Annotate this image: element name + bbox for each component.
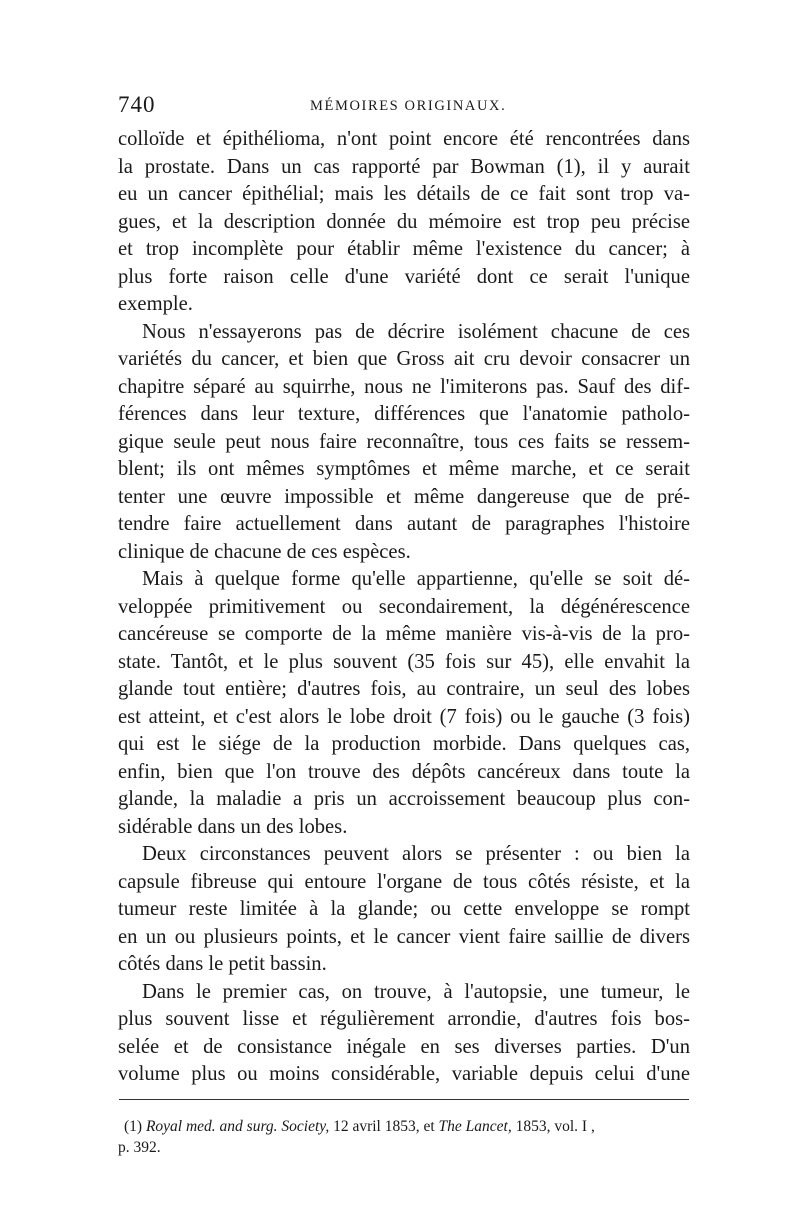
footnote-line-2: p. 392.	[118, 1138, 161, 1156]
footnote-source: Royal med. and surg. Society,	[145, 1117, 330, 1135]
text-line: est atteint, et c'est alors le lobe droit (7 fois) ou le gauche (3 fois)	[118, 705, 690, 728]
text-line: glande tout entière; d'autres fois, au contraire, un seul des lobes	[118, 678, 690, 700]
footnote-rule	[119, 1099, 689, 1100]
footnote-line-1	[118, 1116, 690, 1137]
text-line: Nous n'essayerons pas de décrire isolément chacune de ces	[142, 320, 690, 343]
text-line: la prostate. Dans un cas rapporté par Bowman (1), il y aurait	[118, 155, 690, 178]
text-line: Dans le premier cas, on trouve, à l'autopsie, une tumeur, le	[142, 980, 690, 1003]
footnote-marker: (1)	[124, 1117, 143, 1135]
paragraph	[118, 566, 690, 841]
text-line: state. Tantôt, et le plus souvent (35 fois sur 45), elle envahit la	[118, 650, 690, 673]
text-line: qui est le siége de la production morbide. Dans quelques cas,	[118, 733, 690, 755]
text-line: en un ou plusieurs points, et le cancer vient faire saillie de divers	[118, 925, 690, 948]
text-line: eu un cancer épithélial; mais les détails de ce fait sont trop va-	[118, 183, 690, 205]
text-line: côtés dans le petit bassin.	[118, 953, 327, 975]
text-line: volume plus ou moins considérable, variable depuis celui d'une	[118, 1063, 690, 1085]
text-line: férences dans leur texture, différences que l'anatomie patholo-	[118, 403, 690, 425]
footnote-rest: 1853, vol. I ,	[515, 1117, 595, 1135]
text-line: Mais à quelque forme qu'elle appartienne, qu'elle se soit dé-	[142, 568, 690, 590]
text-line: exemple.	[118, 293, 193, 315]
text-line: capsule fibreuse qui entoure l'organe de tous côtés résiste, et la	[118, 870, 690, 893]
paragraph	[118, 841, 690, 979]
paragraph	[118, 126, 690, 319]
text-line: plus forte raison celle d'une variété dont ce serait l'unique	[118, 265, 690, 288]
page-header	[118, 92, 690, 126]
text-line: tenter une œuvre impossible et même dangereuse que de pré-	[118, 485, 690, 508]
text-line: tendre faire actuellement dans autant de paragraphes l'histoire	[118, 513, 690, 535]
text-line: variétés du cancer, et bien que Gross ait cru devoir consacrer un	[118, 348, 690, 370]
footnote	[118, 1116, 690, 1158]
text-line: enfin, bien que l'on trouve des dépôts cancéreux dans toute la	[118, 760, 690, 783]
footnote-date: 12 avril 1853, et	[333, 1117, 435, 1135]
text-line: selée et de consistance inégale en ses diverses parties. D'un	[118, 1035, 690, 1058]
running-head: MÉMOIRES ORIGINAUX.	[310, 98, 507, 114]
text-line: cancéreuse se comporte de la même manière vis-à-vis de la pro-	[118, 623, 690, 645]
body-text	[118, 126, 690, 1089]
text-line: sidérable dans un des lobes.	[118, 815, 348, 838]
text-line: glande, la maladie a pris un accroissement beaucoup plus con-	[118, 788, 690, 810]
paragraph	[118, 319, 690, 567]
text-line: clinique de chacune de ces espèces.	[118, 540, 411, 563]
text-line: tumeur reste limitée à la glande; ou cette enveloppe se rompt	[118, 898, 690, 920]
paragraph	[118, 979, 690, 1089]
text-line: chapitre séparé au squirrhe, nous ne l'imiterons pas. Sauf des dif-	[118, 375, 690, 398]
text-line: Deux circonstances peuvent alors se présenter : ou bien la	[142, 843, 690, 865]
document-page	[118, 92, 690, 1158]
footnote-journal: The Lancet,	[438, 1117, 512, 1135]
text-line: gique seule peut nous faire reconnaître, tous ces faits se ressem-	[118, 430, 690, 453]
text-line: et trop incomplète pour établir même l'existence du cancer; à	[118, 238, 690, 260]
text-line: colloïde et épithélioma, n'ont point encore été rencontrées dans	[118, 128, 690, 150]
text-line: veloppée primitivement ou secondairement, la dégénérescence	[118, 595, 690, 618]
page-number: 740	[118, 92, 156, 117]
text-line: blent; ils ont mêmes symptômes et même marche, et ce serait	[118, 458, 690, 480]
text-line: plus souvent lisse et régulièrement arrondie, d'autres fois bos-	[118, 1008, 690, 1030]
text-line: gues, et la description donnée du mémoire est trop peu précise	[118, 210, 690, 233]
